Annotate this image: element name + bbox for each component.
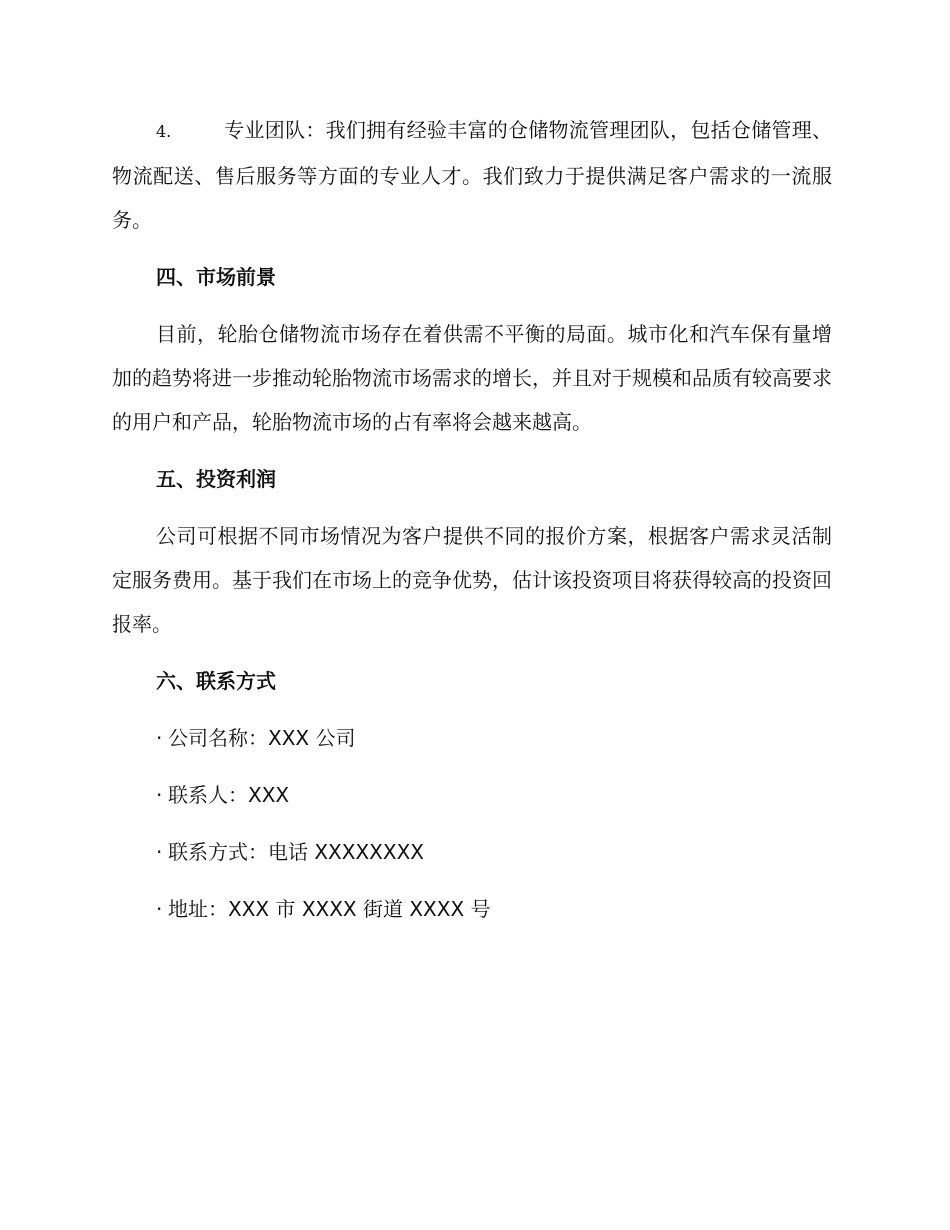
document-page — [112, 108, 832, 944]
section-body-investment-profit: 公司可根据不同市场情况为客户提供不同的报价方案，根据客户需求灵活制定服务费用。基于我们在市场上的竞争优势，估计该投资项目将获得较高的投资回报率。 — [112, 524, 832, 636]
section-heading-contact: 六、联系方式 — [156, 669, 276, 693]
contact-item-text: 公司名称：XXX 公司 — [168, 726, 356, 750]
contact-item-person — [112, 773, 832, 817]
contact-item-address — [112, 887, 832, 931]
contact-item-company — [112, 716, 832, 760]
bullet-icon: · — [156, 897, 163, 921]
section-heading-market-outlook: 四、市场前景 — [156, 265, 276, 289]
section-body-market-outlook: 目前，轮胎仓储物流市场存在着供需不平衡的局面。城市化和汽车保有量增加的趋势将进一步推动轮胎物流市场需求的增长，并且对于规模和品质有较高要求的用户和产品，轮胎物流市场的占有率将会越来越高。 — [112, 322, 832, 434]
contact-item-text: 地址：XXX 市 XXXX 街道 XXXX 号 — [168, 897, 491, 921]
bullet-icon: · — [156, 783, 163, 807]
bullet-icon: · — [156, 726, 163, 750]
contact-item-text: 联系方式：电话 XXXXXXXX — [168, 840, 424, 864]
list-number: 4. — [156, 122, 172, 141]
contact-item-text: 联系人：XXX — [168, 783, 290, 807]
section-heading-investment-profit: 五、投资利润 — [156, 467, 276, 491]
list-item-text: 专业团队：我们拥有经验丰富的仓储物流管理团队，包括仓储管理、物流配送、售后服务等方面的专业人才。我们致力于提供满足客户需求的一流服务。 — [112, 118, 832, 232]
list-item-4 — [112, 108, 832, 242]
bullet-icon: · — [156, 840, 163, 864]
contact-item-phone — [112, 830, 832, 874]
